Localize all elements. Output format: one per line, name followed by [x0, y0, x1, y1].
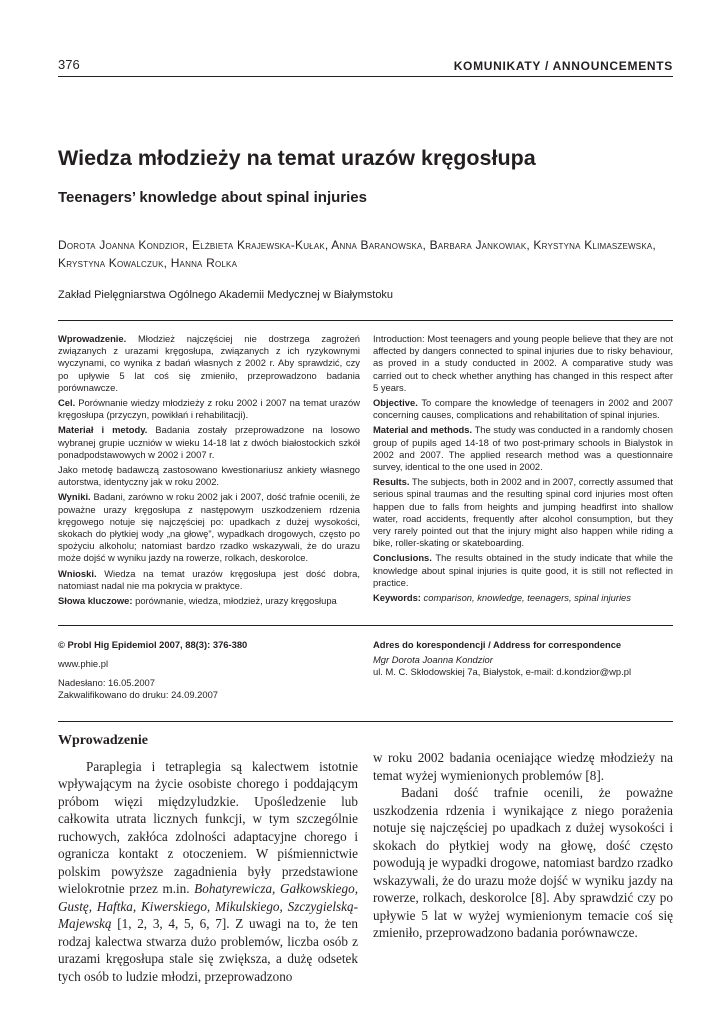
abstract-en-methods: [373, 424, 673, 473]
text: porównanie, wiedza, młodzież, urazy kręgosłupa: [132, 595, 337, 607]
abstract-en-conclusions: [373, 552, 673, 589]
text: Paraplegia i tetraplegia są kalectwem istotnie wpływającym na życie osobiste chorego i poddającym próbom więzi międzyludzkie. Upośledzenie lub całkowita utrata licznych funkcji, w tym szczególnie ruchowych, zakłóca zdolności adaptacyjne chorego i ogranicza kontakt z otoczeniem. W piśmiennictwie polskim powyższe zagadnienia były przedstawione wielokrotnie przez m.in.: [58, 758, 358, 896]
abstract-pl-methods: [58, 424, 360, 461]
label: Cel.: [58, 397, 76, 409]
text: [1, 2, 3, 4, 5, 6, 7]. Z uwagi na to, że ten rodzaj kalectwa stwarza dużo problemów, liczba osób z urazami kręgosłupa stale się zwiększa, a dużę odsetek tych osób to ludzie młodzi, przeprowadzono: [58, 916, 358, 984]
text: Badani, zarówno w roku 2002 jak i 2007, dość trafnie ocenili, że poważne urazy kręgosłupa z następowym uszkodzeniem rdzenia kręgowego notuje się najczęściej po: upadkach z dużej wysokości, skokach do płytkiej wody „na głowę”, wypadkach drogowych, często po spożyciu alkoholu; natomiast bardzo rzadko wskazywali, że do urazu może dojść w wyniku jazdy na rowerze, rolkach, deskorolce.: [58, 491, 360, 564]
text: The subjects, both in 2002 and in 2007, correctly assumed that serious spinal traumas and the resulting spinal cord injuries most often happen due to falls from heights and jumping headfirst into shallow water, road accidents, frequently after alcohol consumption, but they very rarely pointed out that the injury might also happen while riding a bike, roller-skating or skateboarding.: [373, 476, 674, 549]
body-paragraph-2: w roku 2002 badania oceniające wiedzę młodzieży na temat wyżej wymienionych problemów [8].: [373, 750, 673, 783]
author-names: Bohatyrewicza, Gałkowskiego, Gustę, Haftka, Kiwerskiego, Mikulskiego, Szczygielską-Majewską: [58, 881, 358, 931]
label: Wprowadzenie.: [58, 333, 127, 344]
text: Młodzież najczęściej nie dostrzega zagrożeń związanych z urazami kręgosłupa, związanych z ich ryzykownymi wyczynami, co wynika z badań własnych z 2002 r. Aby sprawdzić, czy po upływie 5 lat coś się zmieniło, przeprowadzono badania porównawcze.: [58, 333, 360, 393]
text: Badania zostały przeprowadzone na losowo wybranej grupie uczniów w wieku 14-18 lat z dwóch białostockich szkół ponadpodstawowych w 2002 i 2007 r.: [58, 424, 360, 460]
abstract-pl-results: [58, 491, 360, 564]
correspondence-address: ul. M. C. Skłodowskiej 7a, Białystok, e-mail: d.kondzior@wp.pl: [373, 666, 632, 677]
text: To compare the knowledge of teenagers in 2002 and 2007 concerning causes, complications and rehabilitation of spinal injuries.: [373, 397, 673, 421]
article-title: Wiedza młodzieży na temat urazów kręgosłupa: [58, 146, 536, 170]
label: Objective.: [373, 397, 418, 409]
correspondence-name: Mgr Dorota Joanna Kondzior: [373, 654, 493, 665]
received-date: Nadesłano: 16.05.2007: [58, 677, 155, 688]
text: comparison, knowledge, teenagers, spinal injuries: [420, 592, 631, 604]
abstract-en-aim: [373, 397, 673, 421]
abstract-english: [373, 333, 673, 607]
authors-line-1: Dorota Joanna Kondzior, Elżbieta Krajewska-Kułak, Anna Baranowska, Barbara Jankowiak, Krystyna Klimaszewska,: [58, 238, 656, 252]
header-rule: [58, 76, 673, 77]
body-left-column: [58, 732, 358, 985]
label: Results.: [373, 476, 410, 488]
abstract-en-intro: Introduction: Most teenagers and young people believe that they are not affected by dangers connected to spinal injuries due to risky behaviour, as proved in a study conducted in 2002. A comparative study was carried out to check whether anything has changed in this respect after 5 years.: [373, 333, 673, 393]
section-header: KOMUNIKATY / ANNOUNCEMENTS: [453, 59, 673, 73]
body-right-column: [373, 749, 673, 942]
abstract-en-results: [373, 476, 673, 549]
abstract-pl-intro: [58, 333, 360, 394]
body-paragraph-1: [58, 758, 358, 986]
abstract-pl-conclusions: [58, 568, 360, 592]
correspondence: [373, 639, 673, 678]
abstract-pl-aim: [58, 397, 360, 421]
label: Material and methods.: [373, 424, 473, 436]
body-top-rule: [58, 721, 673, 722]
text: The results obtained in the study indicate that while the knowledge about spinal injuries is quite good, it is still not reflected in practice.: [373, 552, 673, 588]
label: Wnioski.: [58, 567, 97, 579]
text: The study was conducted in a randomly chosen group of pupils aged 14-18 of two post-primary schools in Bialystok in 2002 and 2007. The applied research method was a questionnaire survey, identical to the one used in 2002.: [373, 424, 673, 473]
meta-top-rule: [58, 625, 673, 626]
section-heading: Wprowadzenie: [58, 733, 148, 748]
label: Wyniki.: [58, 491, 91, 503]
correspondence-label: Adres do korespondencji / Address for correspondence: [373, 639, 622, 650]
body-paragraph-3: Badani dość trafnie ocenili, że poważne uszkodzenia rdzenia i wynikające z niego porażenia notuje się najczęściej po upadkach z dużej wysokości i skokach do płytkiej wody na głowę, dość często powodują je wypadki drogowe, natomiast bardzo rzadko wskazywali, że do urazu może dojść w wyniku jazdy na rowerze, rolkach, deskorolce [8]. Aby sprawdzić czy po upływie 5 lat w wyżej wymienionym temacie coś się zmieniło, przeprowadzono badania porównawcze.: [373, 785, 673, 940]
authors-line-2: Krystyna Kowalczuk, Hanna Rolka: [58, 256, 238, 270]
abstract-top-rule: [58, 320, 673, 321]
article-subtitle: Teenagers’ knowledge about spinal injuries: [58, 189, 367, 206]
accepted-date: Zakwalifikowano do druku: 24.09.2007: [58, 689, 218, 700]
label: Keywords:: [373, 592, 421, 604]
label: Słowa kluczowe:: [58, 595, 133, 607]
abstract-polish: [58, 333, 360, 610]
text: Porównanie wiedzy młodzieży z roku 2002 i 2007 na temat urazów kręgosłupa (przyczyn, powikłań i rehabilitacji).: [58, 397, 360, 421]
abstract-pl-methods-2: Jako metodę badawczą zastosowano kwestionariusz ankiety własnego autorstwa, identyczny jak w roku 2002.: [58, 464, 360, 488]
text: Wiedza na temat urazów kręgosłupa jest dość dobra, natomiast nadal nie ma pokrycia w praktyce.: [58, 567, 360, 591]
citation: © Probl Hig Epidemiol 2007, 88(3): 376-380: [58, 639, 248, 650]
label: Conclusions.: [373, 552, 432, 564]
website-link[interactable]: www.phie.pl: [58, 658, 109, 669]
affiliation: Zakład Pielęgniarstwa Ogólnego Akademii Medycznej w Białymstoku: [58, 289, 394, 301]
abstract-en-keywords: [373, 592, 673, 604]
page-number: 376: [58, 57, 80, 72]
publication-meta: [58, 639, 360, 701]
authors: [58, 236, 683, 272]
label: Materiał i metody.: [58, 424, 148, 436]
abstract-pl-keywords: [58, 595, 360, 607]
